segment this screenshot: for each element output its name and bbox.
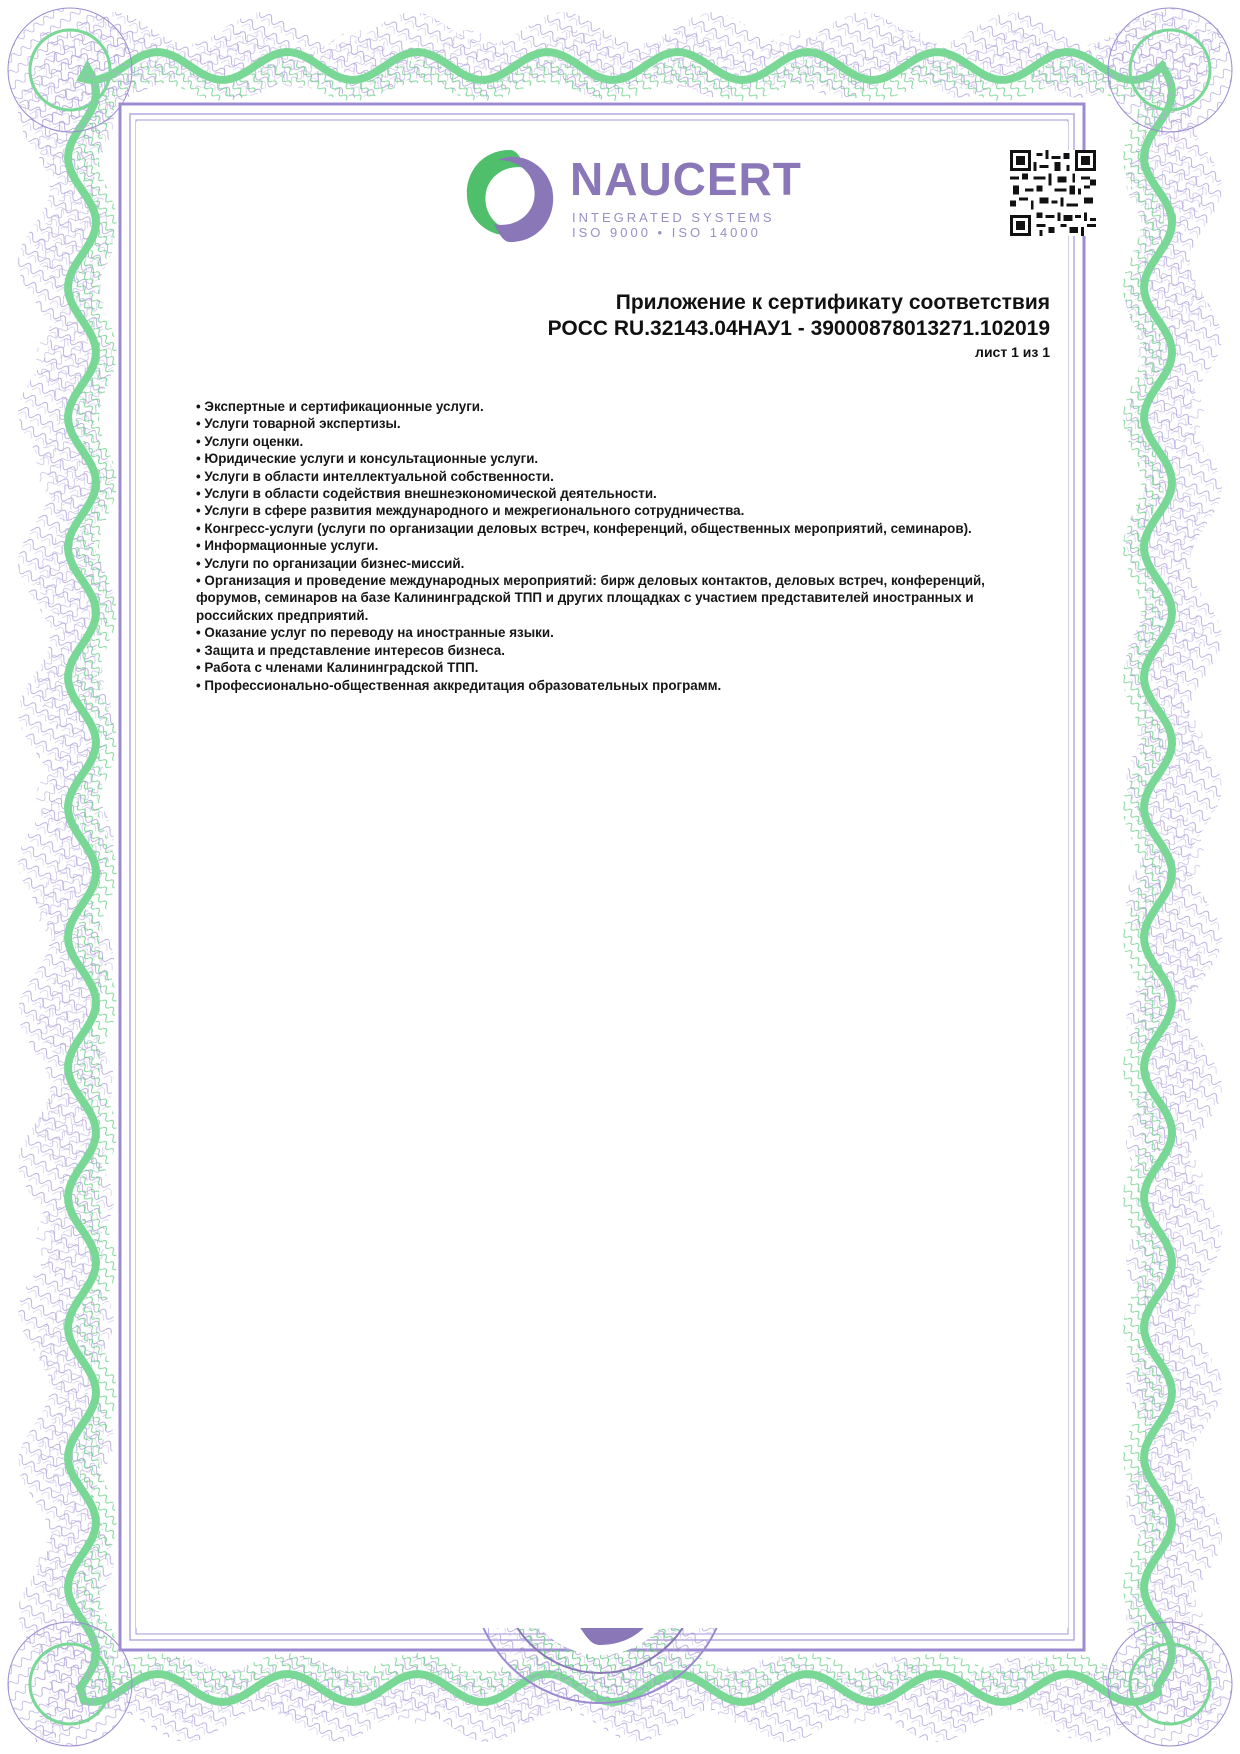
list-item: • Услуги в области содействия внешнеэкономической деятельности. <box>196 485 1016 502</box>
list-item: • Услуги товарной экспертизы. <box>196 415 1016 432</box>
logo-subtitle-line2: ISO 9000 • ISO 14000 <box>572 225 761 240</box>
list-item: • Услуги в сфере развития международного и межрегионального сотрудничества. <box>196 502 1016 519</box>
logo-subtitle <box>572 210 775 240</box>
list-item: • Услуги по организации бизнес-миссий. <box>196 555 1016 572</box>
sheet-counter: лист 1 из 1 <box>975 344 1050 360</box>
list-item: • Организация и проведение международных мероприятий: бирж деловых контактов, деловых встреч, конференций, форумов, семинаров на базе Калининградской ТПП и других площадках с участием представителей иностранных и российских предприятий. <box>196 572 1016 624</box>
list-item: • Конгресс-услуги (услуги по организации деловых встреч, конференций, общественных мероприятий, семинаров). <box>196 520 1016 537</box>
logo-wordmark: NAUCERT <box>570 153 802 205</box>
naucert-logo <box>460 146 800 256</box>
list-item: • Защита и представление интересов бизнеса. <box>196 642 1016 659</box>
list-item: • Работа с членами Калининградской ТПП. <box>196 659 1016 676</box>
list-item: • Информационные услуги. <box>196 537 1016 554</box>
list-item: • Юридические услуги и консультационные услуги. <box>196 450 1016 467</box>
list-item: • Экспертные и сертификационные услуги. <box>196 398 1016 415</box>
qr-code-icon <box>1010 150 1096 236</box>
list-item: • Услуги оценки. <box>196 433 1016 450</box>
logo-subtitle-line1: INTEGRATED SYSTEMS <box>572 210 775 225</box>
certificate-header <box>548 290 1050 362</box>
services-list <box>196 398 1016 694</box>
naucert-swirl-icon <box>460 146 560 246</box>
list-item: • Профессионально-общественная аккредитация образовательных программ. <box>196 677 1016 694</box>
certificate-number: РОСС RU.32143.04НАУ1 - 39000878013271.102019 <box>547 317 1050 340</box>
annex-title: Приложение к сертификату соответствия <box>615 291 1050 314</box>
list-item: • Оказание услуг по переводу на иностранные языки. <box>196 624 1016 641</box>
list-item: • Услуги в области интеллектуальной собственности. <box>196 468 1016 485</box>
